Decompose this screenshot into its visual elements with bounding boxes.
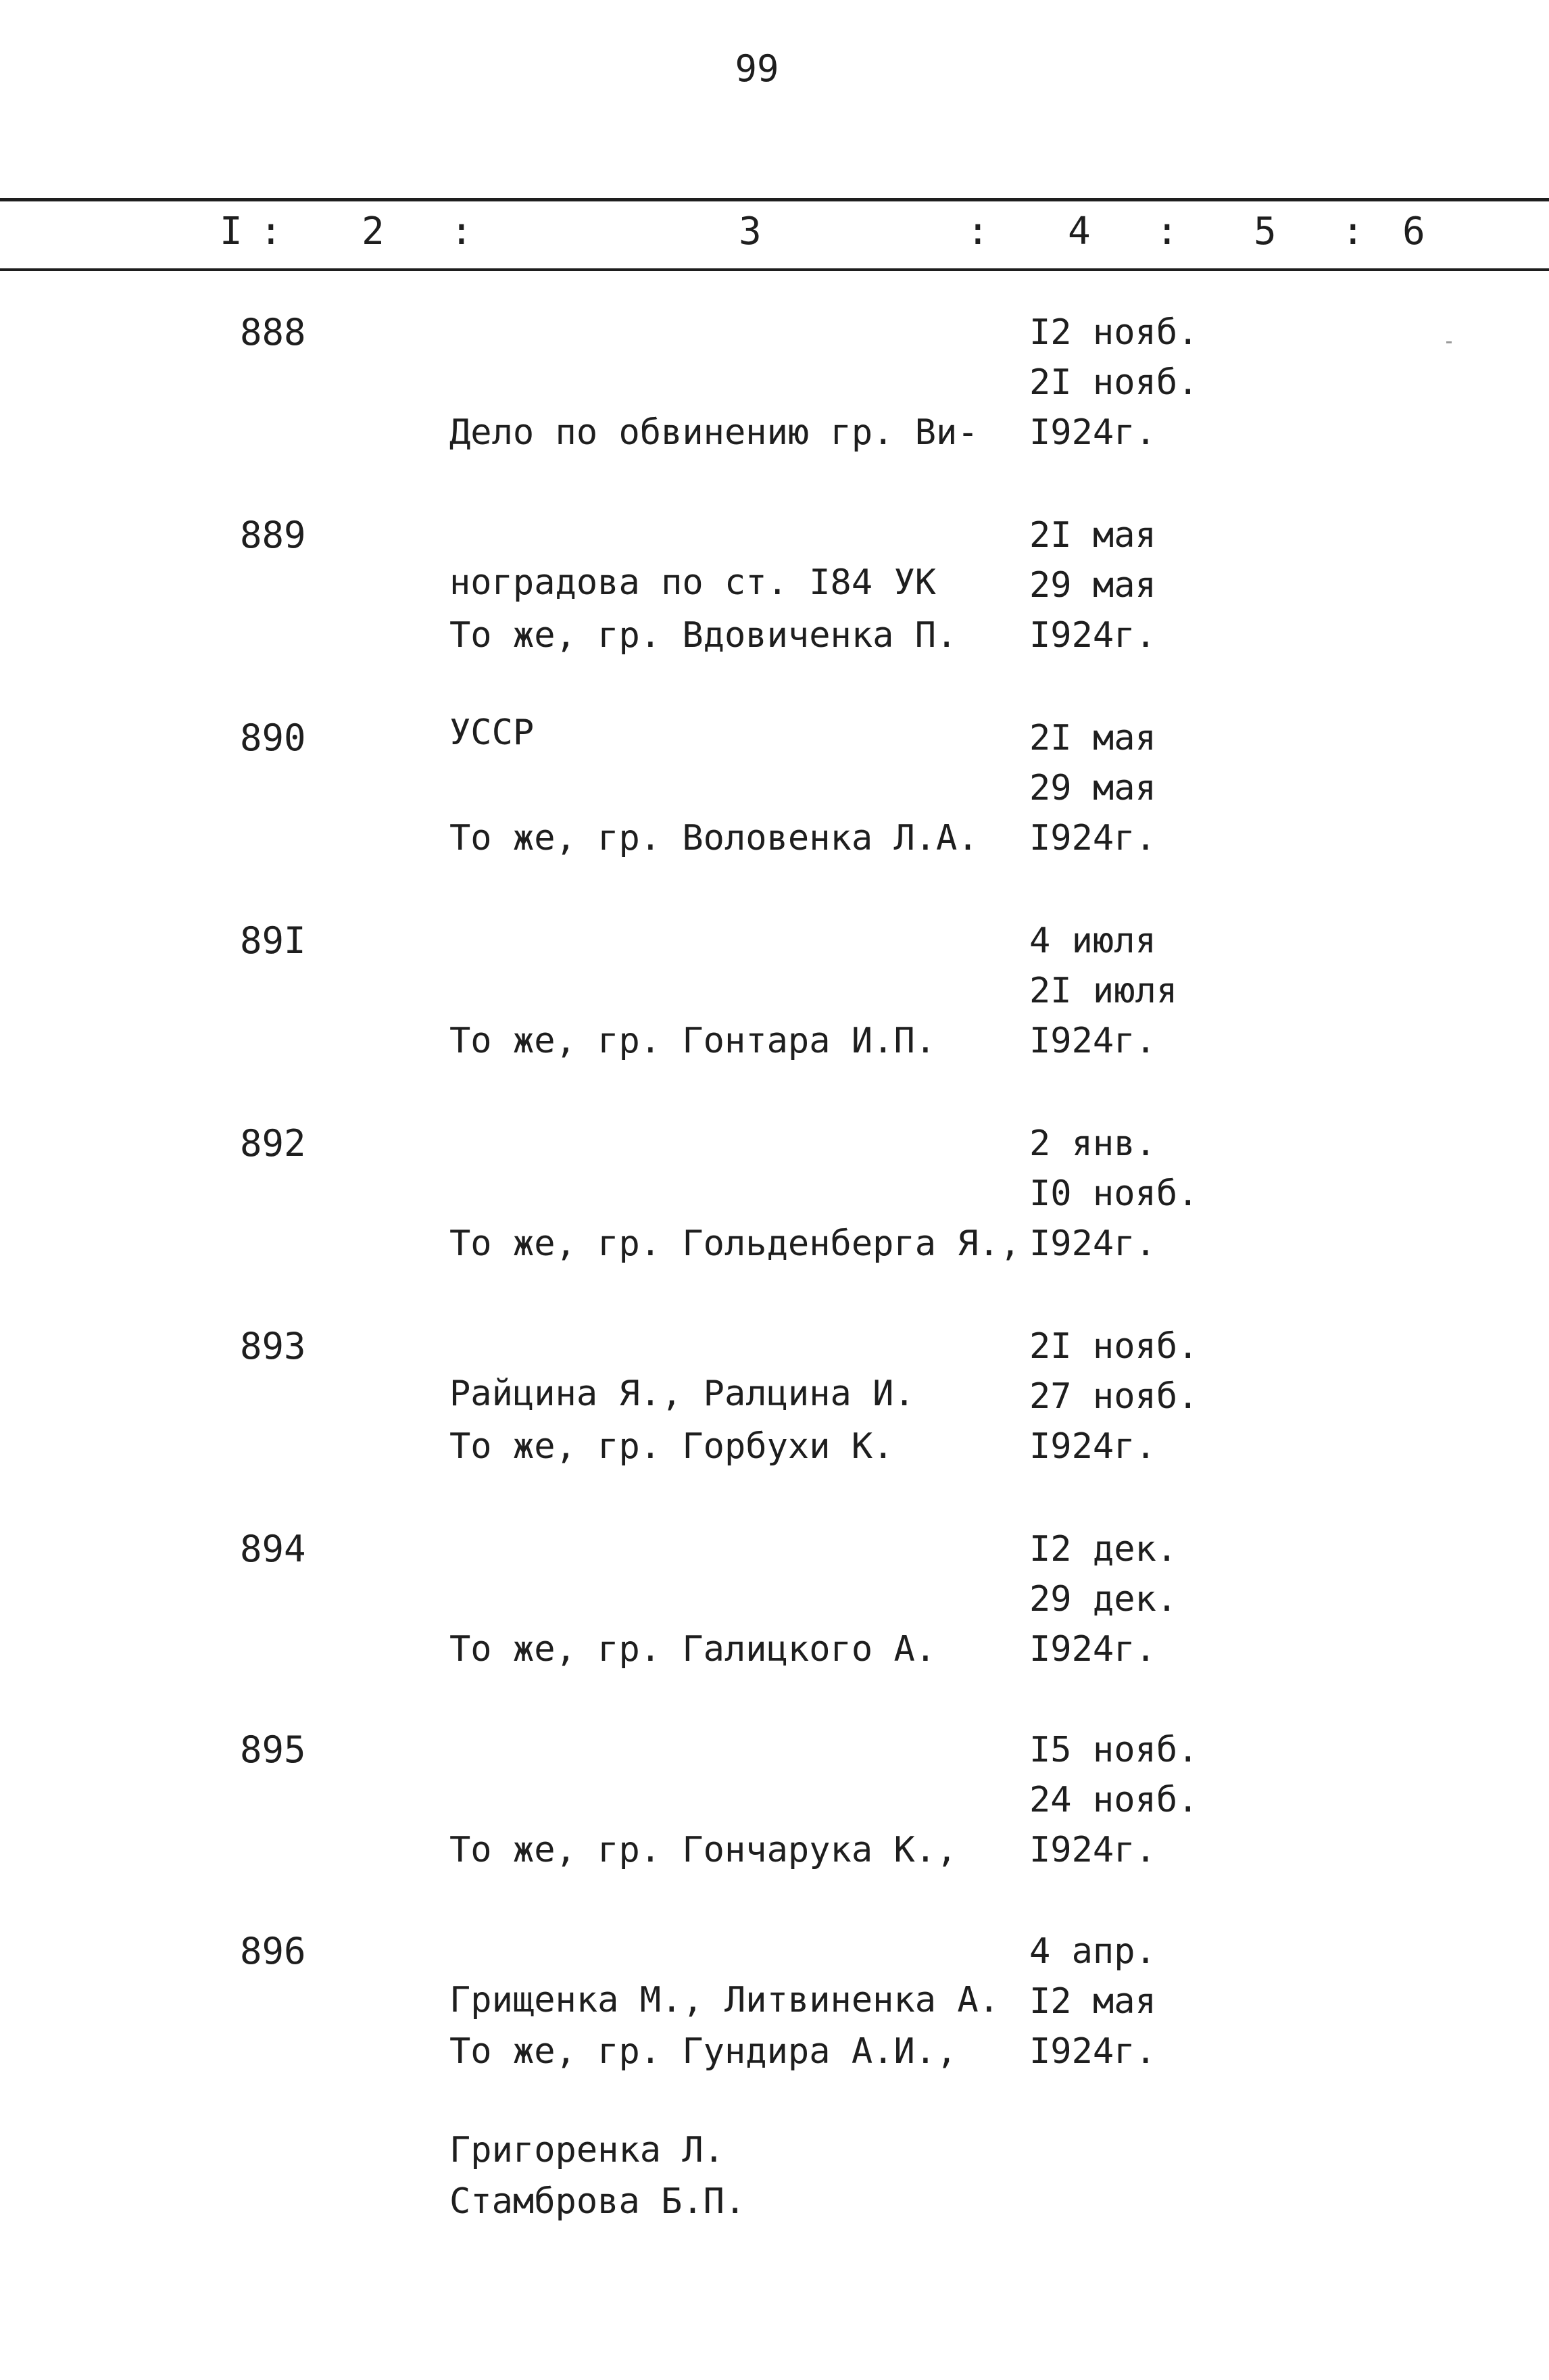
- start-date: 2 янв.: [1029, 1123, 1156, 1164]
- case-number: 895: [240, 1728, 306, 1771]
- end-date: I2 мая: [1029, 1981, 1156, 2022]
- case-number: 892: [240, 1122, 306, 1165]
- case-title-line: ноградова по ст. I84 УК: [449, 562, 937, 603]
- header-separator: :: [450, 210, 473, 253]
- case-title-line: Грищенка М., Литвиненка А.: [449, 1980, 1000, 2020]
- year: I924г.: [1029, 412, 1156, 453]
- header-col-5: 5: [1254, 210, 1277, 253]
- header-rule-top: [0, 198, 1549, 201]
- end-date: 29 мая: [1029, 768, 1156, 808]
- case-title-line: То же, гр. Гончарука К.,: [449, 1830, 958, 1870]
- year: I924г.: [1029, 1629, 1156, 1670]
- year: I924г.: [1029, 818, 1156, 858]
- header-col-1: I: [220, 210, 243, 253]
- case-title-line: То же, гр. Гонтара И.П.: [449, 1021, 937, 1061]
- case-number: 89I: [240, 919, 306, 962]
- case-title-line: Григоренка Л.: [449, 2130, 724, 2170]
- end-date: 29 мая: [1029, 565, 1156, 606]
- case-number: 889: [240, 514, 306, 556]
- start-date: I5 нояб.: [1029, 1730, 1199, 1770]
- case-dates: [1029, 510, 1313, 660]
- year: I924г.: [1029, 2031, 1156, 2072]
- case-number: 894: [240, 1528, 306, 1570]
- case-title-line: То же, гр. Вдовиченка П.: [449, 615, 958, 656]
- case-dates: [1029, 1926, 1313, 2077]
- start-date: 2I мая: [1029, 718, 1156, 758]
- start-date: 4 июля: [1029, 921, 1156, 961]
- case-title: [449, 1926, 1010, 2327]
- header-separator: :: [966, 210, 989, 253]
- start-date: I2 нояб.: [1029, 312, 1199, 353]
- case-dates: [1029, 1524, 1313, 1674]
- case-title-line: Дело по обвинению гр. Ви-: [449, 412, 979, 453]
- case-dates: [1029, 308, 1313, 458]
- end-date: 29 дек.: [1029, 1579, 1178, 1620]
- case-dates: [1029, 916, 1313, 1066]
- case-number: 896: [240, 1930, 306, 1972]
- case-dates: [1029, 1119, 1313, 1269]
- speck-mark: [1446, 341, 1452, 343]
- header-col-6: 6: [1402, 210, 1425, 253]
- case-title-line: То же, гр. Гольденберга Я.,: [449, 1223, 1021, 1264]
- start-date: 2I мая: [1029, 515, 1156, 556]
- header-col-3: 3: [739, 210, 762, 253]
- start-date: 4 апр.: [1029, 1931, 1156, 1972]
- header-rule-bottom: [0, 268, 1549, 271]
- header-separator: :: [260, 210, 282, 253]
- end-date: 27 нояб.: [1029, 1376, 1199, 1417]
- case-title-line: Райцина Я., Ралцина И.: [449, 1374, 915, 1414]
- case-number: 893: [240, 1325, 306, 1367]
- case-dates: [1029, 1725, 1313, 1875]
- header-separator: :: [1342, 210, 1364, 253]
- end-date: 24 нояб.: [1029, 1780, 1199, 1820]
- start-date: I2 дек.: [1029, 1529, 1178, 1570]
- case-title-line: УССР: [449, 712, 535, 753]
- end-date: 2I нояб.: [1029, 362, 1199, 403]
- header-col-2: 2: [362, 210, 385, 253]
- end-date: I0 нояб.: [1029, 1173, 1199, 1214]
- year: I924г.: [1029, 1830, 1156, 1870]
- year: I924г.: [1029, 1021, 1156, 1061]
- case-title-line: Стамброва Б.П.: [449, 2181, 746, 2222]
- case-title-line: То же, гр. Воловенка Л.А.: [449, 818, 979, 858]
- case-title-line: То же, гр. Горбухи К.: [449, 1426, 894, 1467]
- case-dates: [1029, 1321, 1313, 1472]
- start-date: 2I нояб.: [1029, 1326, 1199, 1367]
- header-separator: :: [1156, 210, 1179, 253]
- case-number: 890: [240, 717, 306, 759]
- header-col-4: 4: [1068, 210, 1091, 253]
- end-date: 2I июля: [1029, 971, 1178, 1011]
- case-title-line: То же, гр. Гундира А.И.,: [449, 2031, 958, 2072]
- case-title-line: То же, гр. Галицкого А.: [449, 1629, 937, 1670]
- year: I924г.: [1029, 1426, 1156, 1467]
- year: I924г.: [1029, 1223, 1156, 1264]
- case-dates: [1029, 713, 1313, 863]
- year: I924г.: [1029, 615, 1156, 656]
- page-number: 99: [735, 47, 779, 90]
- case-number: 888: [240, 311, 306, 354]
